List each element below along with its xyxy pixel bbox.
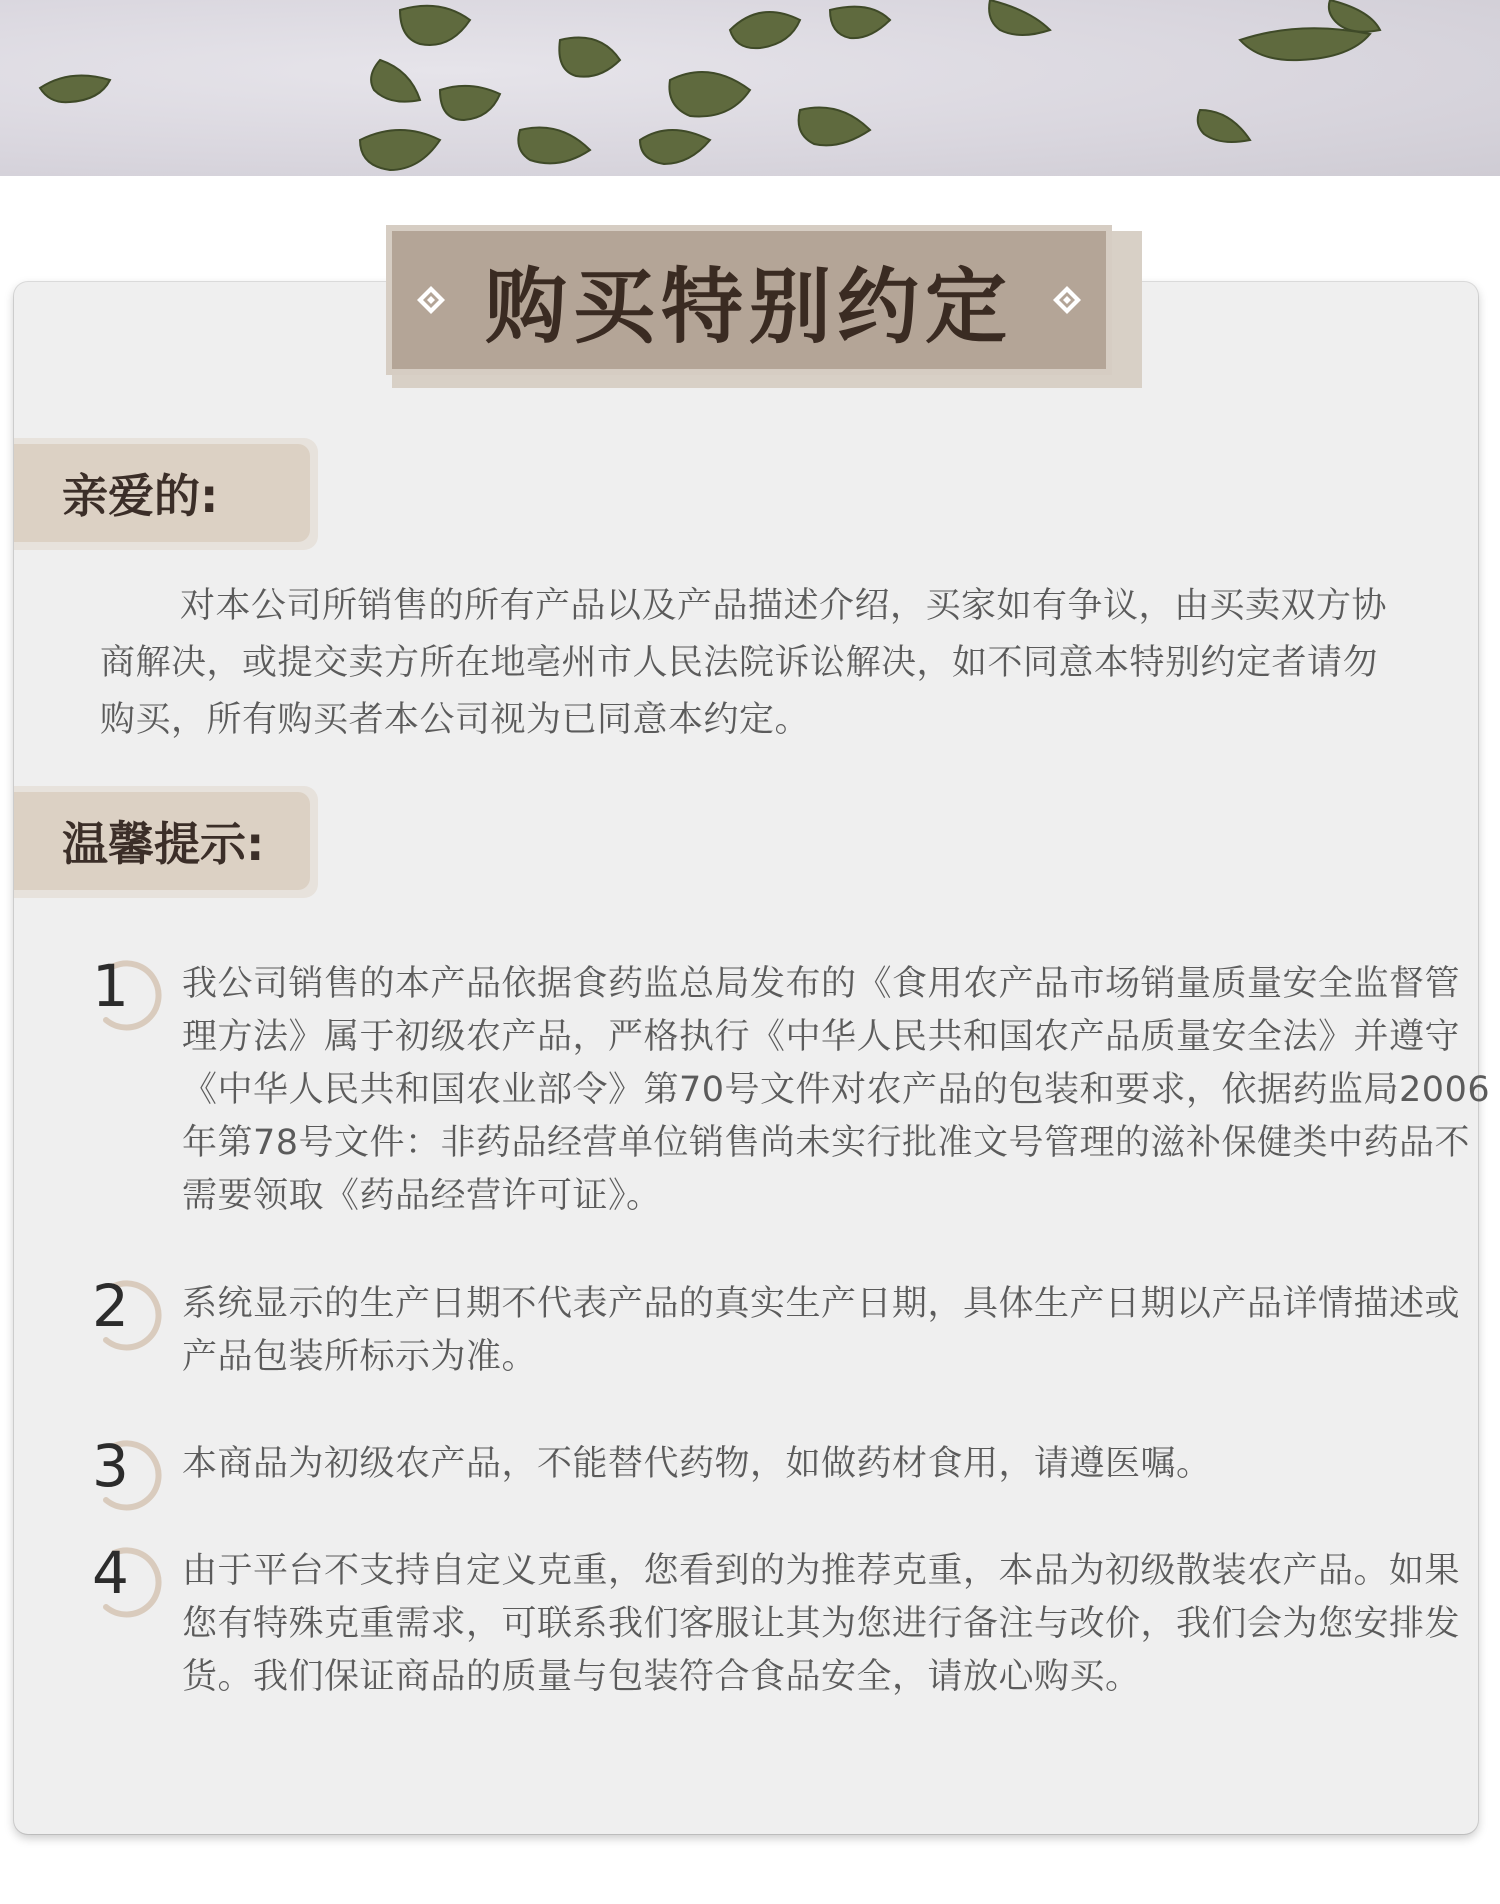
- tip-number: 3: [92, 1432, 129, 1500]
- tip-number: 2: [92, 1272, 129, 1340]
- tip-number-badge: [92, 1272, 164, 1350]
- tip-text: 由于平台不支持自定义克重，您看到的为推荐克重，本品为初级散装农产品。如果您有特殊克重需求，可联系我们客服让其为您进行备注与改价，我们会为您安排发货。我们保证商品的质量与包装符合食品安全，请放心购买。: [182, 1551, 1461, 1697]
- agreement-paragraph: 对本公司所销售的所有产品以及产品描述介绍，买家如有争议，由买卖双方协商解决，或提交卖方所在地亳州市人民法院诉讼解决，如不同意本特别约定者请勿购买，所有购买者本公司视为已同意本约定。: [100, 586, 1388, 740]
- tip-number-badge: [92, 1539, 164, 1617]
- title-banner: [386, 225, 1142, 388]
- section-tab-dear: [14, 438, 318, 550]
- tip-number: 4: [92, 1539, 129, 1607]
- tip-number-badge: [92, 1432, 164, 1510]
- section-heading-tips: 温馨提示:: [62, 817, 265, 871]
- tab-label-box: [14, 792, 310, 890]
- section-heading-dear: 亲爱的:: [62, 469, 219, 523]
- page-title: 购买特别约定: [484, 258, 1013, 355]
- tip-text: 本商品为初级农产品，不能替代药物，如做药材食用，请遵医嘱。: [182, 1444, 1212, 1484]
- tip-number: 1: [92, 952, 129, 1020]
- tip-text: 我公司销售的本产品依据食药监总局发布的《食用农产品市场销量质量安全监督管理方法》属于初级农产品，严格执行《中华人民共和国农产品质量安全法》并遵守《中华人民共和国农业部令》第70号文件对农产品的包装和要求，依据药监局2006年第78号文件：非药品经营单位销售尚未实行批准文号管理的滋补保健类中药品不需要领取《药品经营许可证》。: [182, 964, 1491, 1216]
- tip-text: 系统显示的生产日期不代表产品的真实生产日期，具体生产日期以产品详情描述或产品包装所标示为准。: [182, 1284, 1461, 1377]
- diamond-ornament-icon: [416, 285, 446, 315]
- section-tab-tips: [14, 786, 318, 898]
- tea-leaves-photo: [0, 0, 1500, 176]
- tab-label-box: [14, 444, 310, 542]
- title-box: [386, 225, 1112, 375]
- tip-number-badge: [92, 952, 164, 1030]
- diamond-ornament-icon: [1052, 285, 1082, 315]
